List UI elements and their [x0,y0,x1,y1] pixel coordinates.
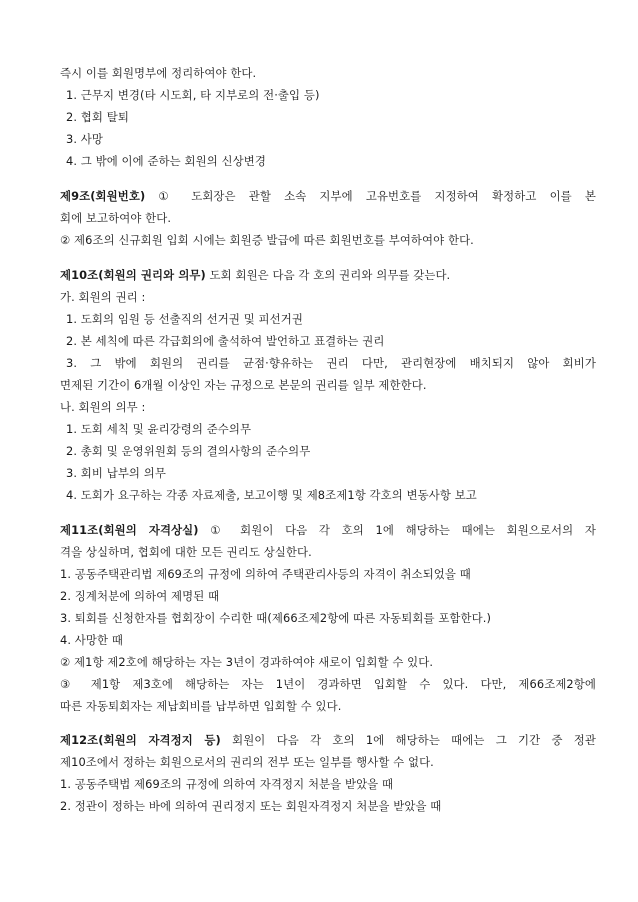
duties-title: 나. 회원의 의무 : [60,400,146,414]
article-text: 회에 보고하여야 한다. [60,211,172,225]
article-text: ① 도회장은 관할 소속 지부에 고유번호를 지정하여 확정하고 이를 본 [145,189,596,203]
list-item: 3. 회비 납부의 의무 [66,466,166,480]
article-11 [60,519,596,717]
list-item: 2. 총회 및 운영위원회 등의 결의사항의 준수의무 [66,444,311,458]
list-item: 2. 협회 탈퇴 [66,110,129,124]
article-heading: 제11조(회원의 자격상실) [60,523,199,537]
list-item: 1. 도회의 임원 등 선출직의 선거권 및 피선거권 [66,312,303,326]
article-text: 도회 회원은 다음 각 호의 권리와 의무를 갖는다. [205,268,451,282]
list-item: 1. 근무지 변경(타 시도회, 타 지부로의 전·출입 등) [66,88,320,102]
list-item: 3. 그 밖에 회원의 권리를 균점·향유하는 권리 다만, 관리현장에 배치되지 않아 회비가 [66,356,596,370]
list-item: 2. 본 세칙에 따른 각급회의에 출석하여 발언하고 표결하는 권리 [66,334,385,348]
paragraph: ③ 제1항 제3호에 해당하는 자는 1년이 경과하면 입회할 수 있다. 다만, 제66조제2항에 [60,677,596,691]
article-heading: 제10조(회원의 권리와 의무) [60,268,206,282]
list-item: 2. 징계처분에 의하여 제명된 때 [60,589,220,603]
list-item-continuation: 면제된 기간이 6개월 이상인 자는 규정으로 본문의 권리를 일부 제한한다. [60,378,427,392]
list-item: 4. 그 밖에 이에 준하는 회원의 신상변경 [66,154,266,168]
paragraph-continuation: 따른 자동퇴회자는 제납회비를 납부하면 입회할 수 있다. [60,699,342,713]
intro-section [60,62,596,172]
article-10 [60,264,596,506]
article-10-first-line [60,264,596,286]
article-text: ① 회원이 다음 각 호의 1에 해당하는 때에는 회원으로서의 자 [198,523,596,537]
intro-line: 즉시 이를 회원명부에 정리하여야 한다. [60,66,257,80]
rights-title: 가. 회원의 권리 : [60,290,146,304]
list-item: 1. 공동주택법 제69조의 규정에 의하여 자격정지 처분을 받았을 때 [60,777,394,791]
article-heading: 제12조(회원의 자격정지 등) [60,733,221,747]
paragraph: ② 제1항 제2호에 해당하는 자는 3년이 경과하여야 새로이 입회할 수 있다. [60,655,434,669]
list-item: 3. 퇴회를 신청한자를 협회장이 수리한 때(제66조제2항에 따른 자동퇴회를 포함한다.) [60,611,491,625]
article-11-first-line [60,519,596,541]
article-12-first-line [60,729,596,751]
list-item: 2. 정관이 정하는 바에 의하여 권리정지 또는 회원자격정지 처분을 받았을 때 [60,799,442,813]
list-item: 4. 사망한 때 [60,633,123,647]
list-item: 4. 도회가 요구하는 각종 자료제출, 보고이행 및 제8조제1항 각호의 변동사항 보고 [66,488,477,502]
article-9 [60,185,596,251]
article-text: 격을 상실하며, 협회에 대한 모든 권리도 상실한다. [60,545,312,559]
article-text: 회원이 다음 각 호의 1에 해당하는 때에는 그 기간 중 정관 [220,733,597,747]
list-item: 3. 사망 [66,132,103,146]
article-9-first-line [60,185,596,207]
document-page [60,62,596,817]
article-heading: 제9조(회원번호) [60,189,146,203]
article-12 [60,729,596,817]
list-item: 1. 도회 세칙 및 윤리강령의 준수의무 [66,422,252,436]
paragraph: ② 제6조의 신규회원 입회 시에는 회원증 발급에 따른 회원번호를 부여하여야 한다. [60,233,474,247]
article-text: 제10조에서 정하는 회원으로서의 권리의 전부 또는 일부를 행사할 수 없다. [60,755,434,769]
list-item: 1. 공동주택관리법 제69조의 규정에 의하여 주택관리사등의 자격이 취소되었을 때 [60,567,471,581]
